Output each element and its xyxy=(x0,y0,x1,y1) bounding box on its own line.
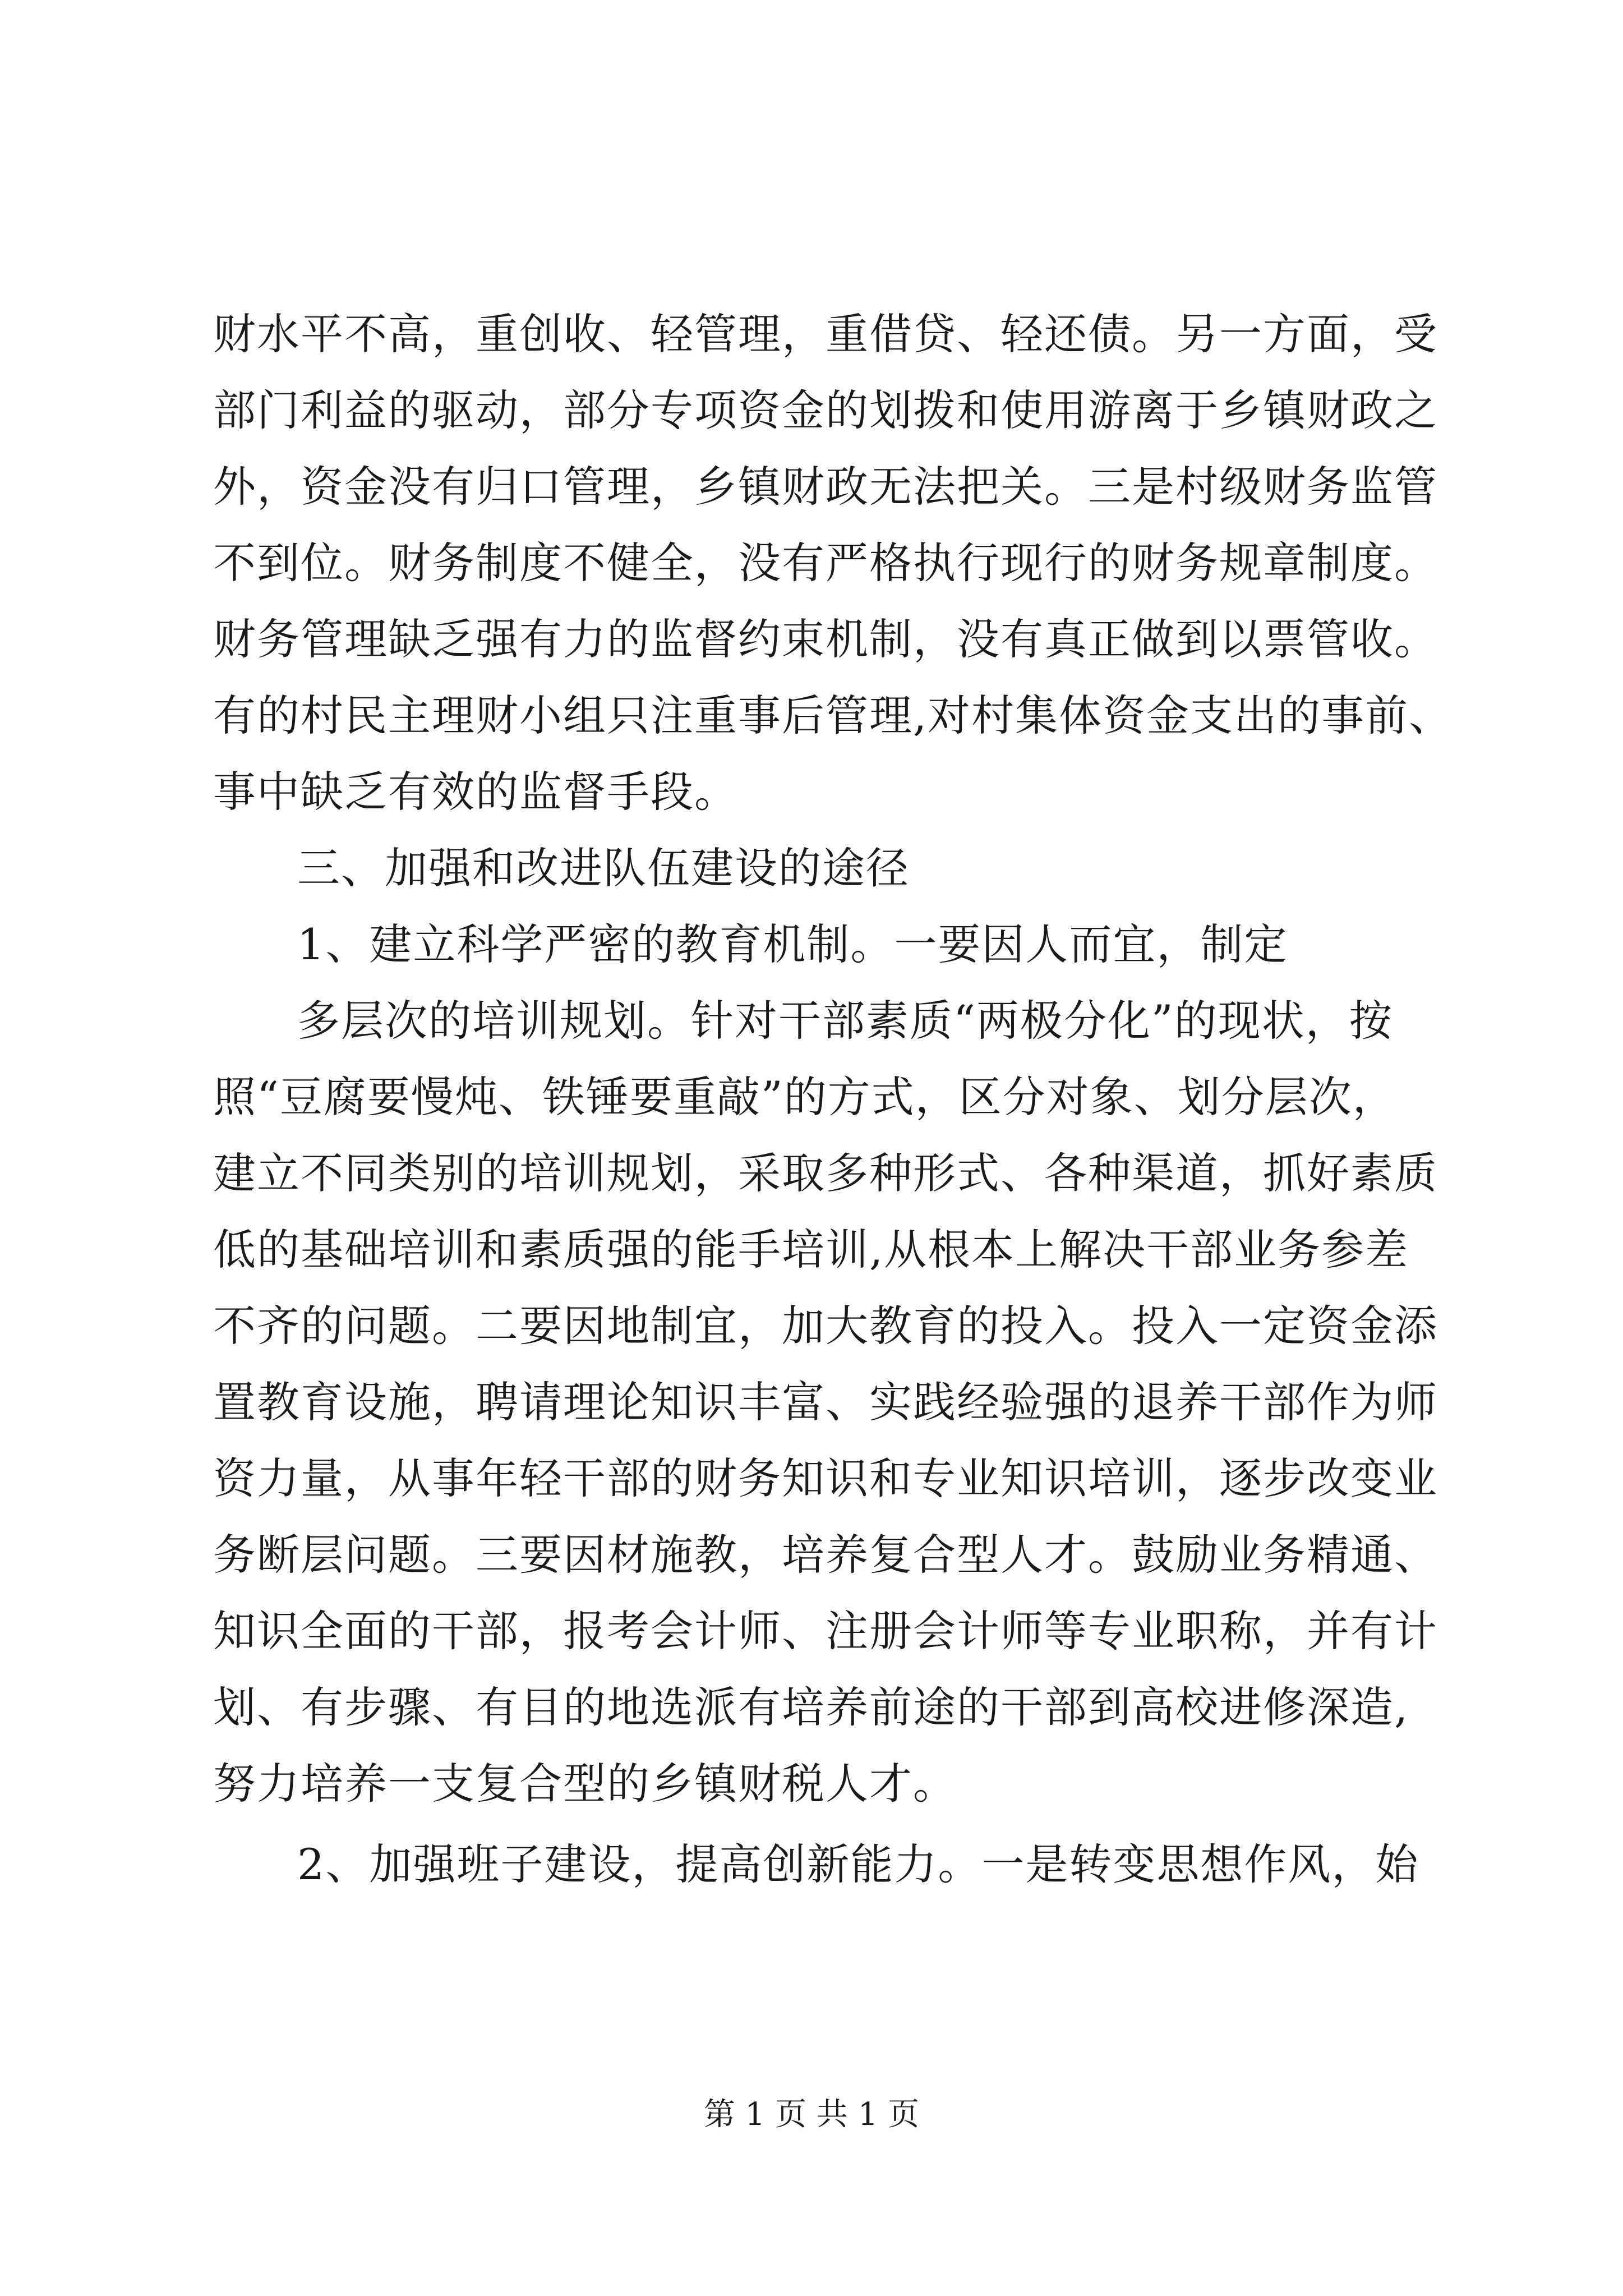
section-heading: 三、加强和改进队伍建设的途径 xyxy=(297,843,910,893)
text-line: 不到位。财务制度不健全，没有严格执行现行的财务规章制度。 xyxy=(213,538,1438,588)
text-line: 划、有步骤、有目的地选派有培养前途的干部到高校进修深造, xyxy=(213,1682,1409,1732)
text-line: 财水平不高，重创收、轻管理，重借贷、轻还债。另一方面，受 xyxy=(213,309,1438,359)
text-line: 建立不同类别的培训规划，采取多种形式、各种渠道，抓好素质 xyxy=(213,1148,1438,1198)
text-line: 务断层问题。三要因材施教，培养复合型人才。鼓励业务精通、 xyxy=(213,1530,1438,1580)
text-line: 努力培养一支复合型的乡镇财税人才。 xyxy=(213,1759,957,1809)
text-line: 知识全面的干部，报考会计师、注册会计师等专业职称，并有计 xyxy=(213,1606,1438,1656)
text-line: 不齐的问题。二要因地制宜，加大教育的投入。投入一定资金添 xyxy=(213,1301,1438,1351)
text-line: 照“豆腐要慢炖、铁锤要重敲”的方式，区分对象、划分层次， xyxy=(213,1072,1396,1122)
paragraph-heading: 1、建立科学严密的教育机制。一要因人而宜，制定 xyxy=(297,919,1288,969)
text-line: 置教育设施，聘请理论知识丰富、实践经验强的退养干部作为师 xyxy=(213,1377,1438,1427)
text-line: 有的村民主理财小组只注重事后管理,对村集体资金支出的事前、 xyxy=(213,691,1453,740)
text-line: 外，资金没有归口管理，乡镇财政无法把关。三是村级财务监管 xyxy=(213,462,1438,512)
text-line: 部门利益的驱动，部分专项资金的划拨和使用游离于乡镇财政之 xyxy=(213,385,1438,435)
text-line: 财务管理缺乏强有力的监督约束机制，没有真正做到以票管收。 xyxy=(213,614,1438,664)
paragraph-heading: 2、加强班子建设，提高创新能力。一是转变思想作风，始 xyxy=(297,1839,1419,1889)
text-line: 低的基础培训和素质强的能手培训,从根本上解决干部业务参差 xyxy=(213,1225,1409,1274)
text-line: 资力量，从事年轻干部的财务知识和专业知识培训，逐步改变业 xyxy=(213,1453,1438,1503)
text-line: 事中缺乏有效的监督手段。 xyxy=(213,767,738,817)
page-footer: 第 1 页 共 1 页 xyxy=(703,2096,920,2133)
text-line: 多层次的培训规划。针对干部素质“两极分化”的现状，按 xyxy=(297,996,1393,1046)
